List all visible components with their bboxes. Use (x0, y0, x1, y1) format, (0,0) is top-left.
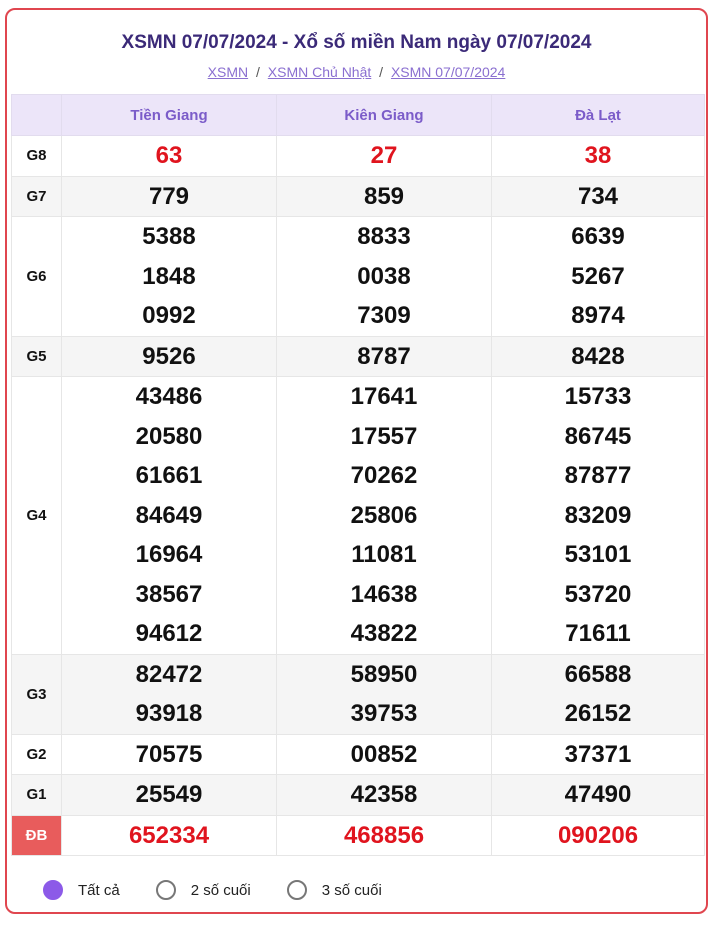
breadcrumb-link-weekday[interactable]: XSMN Chủ Nhật (267, 64, 372, 80)
breadcrumb-link-xsmn[interactable]: XSMN (207, 64, 249, 80)
breadcrumb-separator: / (256, 64, 260, 80)
prize-cell (62, 377, 277, 655)
prize-cell (277, 217, 492, 337)
prize-cell (492, 336, 705, 377)
lottery-number: 14638 (350, 580, 418, 608)
prize-cell (492, 734, 705, 775)
prize-label: G4 (12, 377, 62, 655)
lottery-number: 734 (577, 182, 619, 210)
radio-empty-icon[interactable] (287, 880, 307, 900)
prize-label: G8 (12, 136, 62, 177)
prize-cell (492, 654, 705, 734)
prize-cell (277, 377, 492, 655)
lottery-number: 26152 (564, 700, 632, 727)
lottery-number: 70262 (350, 462, 418, 489)
lottery-number: 94612 (135, 620, 203, 647)
prize-cell (62, 136, 277, 177)
lottery-number: 43486 (135, 383, 203, 410)
lottery-number: 47490 (564, 781, 632, 808)
prize-cell (277, 734, 492, 775)
lottery-number: 17557 (350, 422, 418, 450)
lottery-number: 17641 (350, 383, 418, 410)
radio-selected-icon[interactable] (43, 880, 63, 900)
prize-label: G1 (12, 775, 62, 816)
prize-row-đb (12, 815, 705, 856)
prize-label: ĐB (12, 815, 62, 856)
lottery-number: 8787 (357, 342, 411, 370)
lottery-number: 00852 (350, 740, 418, 768)
filter-option-last-3[interactable] (287, 880, 382, 900)
lottery-number: 93918 (135, 700, 203, 727)
prize-cell (492, 815, 705, 856)
prize-label: G6 (12, 217, 62, 337)
prize-cell (62, 336, 277, 377)
lottery-number: 1848 (142, 262, 196, 290)
lottery-number: 0992 (142, 302, 196, 329)
lottery-number: 15733 (564, 383, 632, 410)
lottery-number: 38567 (135, 580, 203, 608)
radio-empty-icon[interactable] (156, 880, 176, 900)
filter-option-last-2[interactable] (156, 880, 251, 900)
lottery-number: 84649 (135, 501, 203, 529)
prize-row-g2 (12, 734, 705, 775)
breadcrumb-link-date[interactable]: XSMN 07/07/2024 (390, 64, 506, 80)
prize-cell (277, 136, 492, 177)
lottery-number: 70575 (135, 740, 203, 768)
lottery-number: 11081 (351, 541, 417, 568)
digit-filter (7, 856, 706, 914)
prize-row-g8 (12, 136, 705, 177)
lottery-number: 6639 (571, 223, 625, 250)
lottery-number: 86745 (564, 422, 632, 450)
lottery-number: 39753 (350, 700, 418, 727)
lottery-number: 82472 (135, 660, 203, 688)
province-header: Kiên Giang (277, 95, 492, 136)
prize-row-g4 (12, 377, 705, 655)
lottery-number: 8833 (357, 223, 411, 250)
corner-cell (12, 95, 62, 136)
lottery-number: 63 (155, 142, 183, 169)
lottery-number: 66588 (564, 660, 632, 688)
prize-row-g7 (12, 176, 705, 217)
lottery-number: 53720 (564, 580, 632, 608)
prize-cell (492, 377, 705, 655)
lottery-number: 58950 (350, 660, 418, 688)
prize-cell (492, 136, 705, 177)
results-table (11, 94, 705, 856)
lottery-number: 43822 (350, 620, 418, 647)
prize-cell (277, 176, 492, 217)
prize-cell (492, 217, 705, 337)
province-header: Tiền Giang (62, 95, 277, 136)
prize-row-g3 (12, 654, 705, 734)
prize-cell (62, 775, 277, 816)
filter-label: 2 số cuối (190, 881, 251, 899)
lottery-number: 5267 (571, 262, 625, 290)
prize-label: G2 (12, 734, 62, 775)
province-header-row (12, 95, 705, 136)
prize-cell (492, 176, 705, 217)
lottery-number: 25806 (350, 501, 418, 529)
prize-cell (492, 775, 705, 816)
province-header: Đà Lạt (492, 95, 705, 136)
lottery-number: 27 (370, 142, 398, 169)
prize-label: G7 (12, 176, 62, 217)
lottery-number: 16964 (135, 541, 203, 568)
prize-cell (277, 775, 492, 816)
lottery-number: 61661 (135, 462, 203, 489)
prize-cell (62, 176, 277, 217)
lottery-number: 37371 (564, 740, 632, 768)
lottery-number: 83209 (564, 501, 632, 529)
prize-cell (62, 654, 277, 734)
lottery-number: 71611 (565, 620, 631, 647)
lottery-number: 5388 (142, 223, 196, 250)
lottery-number: 25549 (135, 781, 203, 808)
results-card (5, 8, 708, 914)
lottery-number: 7309 (357, 302, 411, 329)
prize-row-g6 (12, 217, 705, 337)
lottery-number: 652334 (128, 821, 210, 849)
lottery-number: 9526 (142, 342, 196, 370)
lottery-number: 87877 (564, 462, 632, 489)
lottery-number: 0038 (357, 262, 411, 290)
prize-cell (62, 734, 277, 775)
prize-cell (277, 815, 492, 856)
prize-label: G3 (12, 654, 62, 734)
prize-table-body (12, 136, 705, 856)
lottery-number: 20580 (135, 422, 203, 450)
lottery-number: 53101 (564, 541, 632, 568)
lottery-number: 779 (148, 182, 190, 210)
page-title: XSMN 07/07/2024 - Xổ số miền Nam ngày 07/07/2024 (121, 32, 592, 53)
prize-row-g1 (12, 775, 705, 816)
lottery-number: 42358 (350, 781, 418, 808)
prize-cell (62, 217, 277, 337)
prize-label: G5 (12, 336, 62, 377)
lottery-number: 8428 (571, 342, 625, 370)
filter-label: 3 số cuối (321, 881, 382, 899)
filter-label: Tất cả (78, 881, 120, 899)
lottery-number: 38 (584, 142, 612, 169)
prize-row-g5 (12, 336, 705, 377)
prize-cell (62, 815, 277, 856)
breadcrumb-separator: / (379, 64, 384, 80)
filter-option-all[interactable] (43, 880, 120, 900)
lottery-number: 859 (363, 182, 405, 210)
prize-cell (277, 654, 492, 734)
lottery-number: 468856 (343, 821, 425, 849)
breadcrumb (7, 64, 706, 80)
results-header (7, 10, 706, 94)
lottery-number: 8974 (571, 302, 625, 329)
prize-cell (277, 336, 492, 377)
lottery-number: 090206 (557, 821, 639, 849)
